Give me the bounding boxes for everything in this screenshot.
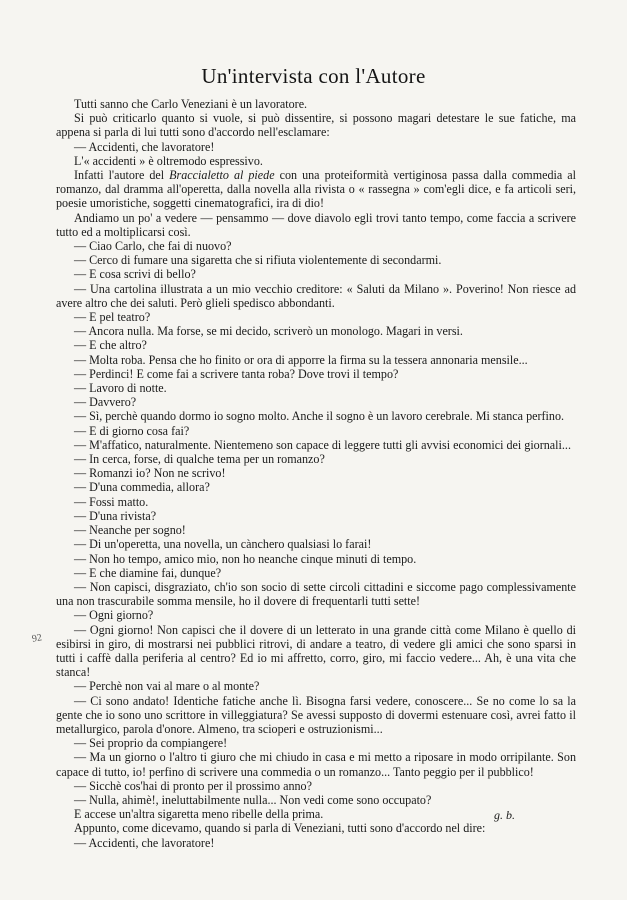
dialogue-line: — Davvero? <box>74 395 137 410</box>
dialogue-line: — Fossi matto. <box>74 494 149 509</box>
article-title: Un'intervista con l'Autore <box>201 64 426 88</box>
dialogue-line: — Perchè non vai al mare o al monte? <box>74 679 260 694</box>
dialogue-line: — Neanche per sogno! <box>74 523 186 538</box>
dialogue-line: — Ancora nulla. Ma forse, se mi decido, scriverò un monologo. Magari in versi. <box>74 324 463 339</box>
paragraph-intro-pre: Infatti l'autore del <box>74 168 170 183</box>
paragraph: E accese un'altra sigaretta meno ribelle della prima. <box>74 807 324 822</box>
article-body <box>56 97 576 850</box>
paragraph: L'« accidenti » è oltremodo espressivo. <box>74 153 263 168</box>
paragraph: Tutti sanno che Carlo Veneziani è un lavoratore. <box>74 97 308 111</box>
dialogue-line: — D'una rivista? <box>74 508 157 523</box>
dialogue-line: — E che diamine fai, dunque? <box>74 565 222 580</box>
paragraph-intro-post: con una proteiformità vertiginosa passa dalla commedia al romanzo, dal dramma all'operetta, dalla novella alla rivista o « rassegna » com'egli dice, e fa articoli seri, poesie umoristiche, soggetti cinematografici, ira di dio! <box>56 168 577 211</box>
dialogue-line: — Di un'operetta, una novella, un cànchero qualsiasi lo farai! <box>74 537 372 552</box>
dialogue-line: — Non capisci, disgraziato, ch'io son socio di sette circoli cittadini e siccome pago complessivamente una non trascurabile somma mensile, ho il dovere di frequentarli tutti sette! <box>56 579 576 609</box>
work-title: Braccialetto al piede <box>169 168 275 183</box>
paragraph: Appunto, come dicevamo, quando si parla di Veneziani, tutti sono d'accordo nel dire: <box>74 821 486 836</box>
dialogue-line: — Molta roba. Pensa che ho finito or ora di apporre la firma su la tessera annonaria mensile... <box>74 352 528 367</box>
dialogue-line: — E che altro? <box>74 338 147 353</box>
dialogue-line: — E cosa scrivi di bello? <box>74 267 196 282</box>
paragraph-intro <box>56 168 576 211</box>
dialogue-line: — E di giorno cosa fai? <box>74 423 190 438</box>
dialogue-line: — Sì, perchè quando dormo io sogno molto. Anche il sogno è un lavoro cerebrale. Mi stanca perfino. <box>74 409 565 424</box>
dialogue-line: — In cerca, forse, di qualche tema per un romanzo? <box>74 452 325 467</box>
dialogue-line: — Lavoro di notte. <box>74 381 167 396</box>
paragraph: Si può criticarlo quanto si vuole, si può dissentire, si possono magari detestare le sue fatiche, ma appena si parla di lui tutti sono d'accordo nell'esclamare: <box>56 111 576 140</box>
dialogue-line: — Romanzi io? Non ne scrivo! <box>74 466 226 481</box>
paragraph: — Accidenti, che lavoratore! <box>74 139 215 154</box>
dialogue-line: — Perdinci! E come fai a scrivere tanta roba? Dove trovi il tempo? <box>74 366 399 381</box>
paragraph: Andiamo un po' a vedere — pensammo — dove diavolo egli trovi tanto tempo, come faccia a scrivere tutto ed a moltiplicarsi così. <box>56 210 576 239</box>
dialogue-line: — M'affatico, naturalmente. Nientemeno son capace di leggere tutti gli avvisi economici dei giornali... <box>74 437 571 452</box>
dialogue-line: — Ma un giorno o l'altro ti giuro che mi chiudo in casa e mi metto a riposare in modo orripilante. Son capace di tutto, io! perfino di scrivere una commedia o un romanzo... Tanto peggio per il pubblico! <box>56 750 576 779</box>
dialogue-line: — Nulla, ahimè!, ineluttabilmente nulla... Non vedi come sono occupato? <box>74 792 432 807</box>
dialogue-line: — Sei proprio da compiangere! <box>74 736 228 751</box>
dialogue-line: — Non ho tempo, amico mio, non ho neanche cinque minuti di tempo. <box>74 551 417 566</box>
dialogue-line: — Ciao Carlo, che fai di nuovo? <box>74 239 232 254</box>
dialogue-line: — Ci sono andato! Identiche fatiche anche lì. Bisogna farsi vedere, conoscere... Se no come lo sa la gente che io sono uno scrittore in villeggiatura? Se avessi supposto di dovermi estenuare così, avrei fatto il metallurgico, parola d'onore. Almeno, tra scioperi e ostruzionismi... <box>56 693 576 736</box>
dialogue-line: — D'una commedia, allora? <box>74 480 210 495</box>
dialogue-line: — Accidenti, che lavoratore! <box>74 835 215 850</box>
dialogue-line: — Cerco di fumare una sigaretta che si rifiuta violentemente di secondarmi. <box>74 253 442 268</box>
margin-annotation: 92 <box>31 632 43 645</box>
author-signature: g. b. <box>494 808 515 822</box>
dialogue-line: — Una cartolina illustrata a un mio vecchio creditore: « Saluti da Milano ». Poverino! Non riesce ad avere altro che dei saluti. Però glieli spedisco abbondanti. <box>56 281 576 310</box>
dialogue-line: — Ogni giorno? <box>74 608 154 623</box>
dialogue-line: — Sicchè cos'hai di pronto per il prossimo anno? <box>74 778 312 793</box>
dialogue-line: — Ogni giorno! Non capisci che il dovere di un letterato in una grande città come Milano è quello di esibirsi in giro, di mostrarsi nei pubblici ritrovi, di andare a teatro, di vedere gli amici che sono sparsi in tutti i caffè dalla periferia al centro? Ed io mi affretto, corro, giro, mi faccio vedere... Ah, è una vita che stanca! <box>56 622 576 680</box>
dialogue-line: — E pel teatro? <box>74 310 151 325</box>
